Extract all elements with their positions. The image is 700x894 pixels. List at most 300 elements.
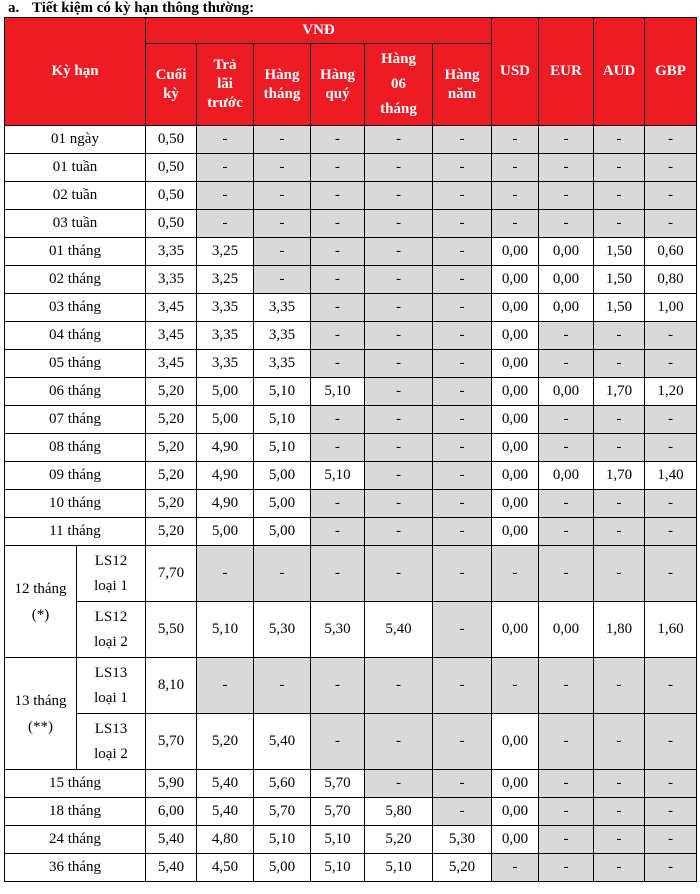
rate-cell: 0,00	[539, 462, 594, 490]
table-row	[5, 490, 697, 518]
table-row	[5, 798, 697, 826]
header-prepaid	[197, 44, 254, 126]
rate-cell: 5,20	[146, 434, 197, 462]
rate-cell: 5,20	[146, 406, 197, 434]
rate-cell: -	[365, 210, 433, 238]
rate-cell: 0,00	[539, 294, 594, 322]
rate-cell: -	[311, 182, 365, 210]
rate-cell: -	[365, 434, 433, 462]
table-row	[5, 854, 697, 882]
sub-term-cell	[77, 658, 146, 714]
rate-cell: -	[433, 798, 492, 826]
table-row	[5, 770, 697, 798]
rate-cell: 1,70	[594, 378, 645, 406]
header-monthly	[254, 44, 311, 126]
rate-cell: 4,90	[197, 434, 254, 462]
term-label: 07 tháng	[5, 406, 146, 434]
rate-cell: 0,50	[146, 182, 197, 210]
rate-cell: -	[492, 210, 539, 238]
rate-cell: 3,35	[146, 238, 197, 266]
table-row	[5, 658, 697, 714]
header-end-of-term-label: Cuối kỳ	[155, 66, 187, 102]
term-label: 05 tháng	[5, 350, 146, 378]
group-term-note: (**)	[28, 718, 53, 735]
rate-cell: -	[645, 546, 697, 602]
rate-cell: -	[594, 714, 645, 770]
rate-cell: -	[365, 126, 433, 154]
rate-cell: 0,50	[146, 126, 197, 154]
table-row	[5, 826, 697, 854]
term-label: 01 ngày	[5, 126, 146, 154]
rate-cell: 0,00	[492, 406, 539, 434]
term-label: 01 tuần	[5, 154, 146, 182]
rate-cell: 5,10	[254, 434, 311, 462]
table-row	[5, 238, 697, 266]
rate-cell: 5,00	[197, 518, 254, 546]
group-term-label: 13 tháng	[14, 692, 67, 709]
rate-cell: 1,50	[594, 294, 645, 322]
rate-cell: -	[433, 294, 492, 322]
rate-cell: -	[365, 658, 433, 714]
rate-cell: -	[365, 770, 433, 798]
rate-cell: 0,80	[645, 266, 697, 294]
rate-cell: 8,10	[146, 658, 197, 714]
rate-cell: -	[539, 210, 594, 238]
rate-cell: -	[645, 350, 697, 378]
rate-cell: 0,50	[146, 210, 197, 238]
rate-cell: -	[492, 126, 539, 154]
rate-cell: -	[539, 546, 594, 602]
rate-cell: 0,00	[492, 294, 539, 322]
rate-cell: 4,90	[197, 462, 254, 490]
rate-cell: 3,35	[146, 266, 197, 294]
rate-cell: 5,70	[254, 798, 311, 826]
table-row	[5, 434, 697, 462]
rate-cell: 0,00	[492, 770, 539, 798]
rate-cell: 5,40	[365, 602, 433, 658]
rate-cell: -	[594, 826, 645, 854]
rate-cell: 0,00	[539, 266, 594, 294]
sub-term-cell	[77, 714, 146, 770]
rate-cell: 3,35	[197, 294, 254, 322]
rate-cell: -	[594, 490, 645, 518]
rate-cell: 5,70	[311, 798, 365, 826]
rate-cell: 3,45	[146, 294, 197, 322]
rate-cell: -	[365, 154, 433, 182]
rate-cell: 3,45	[146, 350, 197, 378]
rate-cell: -	[254, 154, 311, 182]
rate-cell: 5,50	[146, 602, 197, 658]
rate-cell: 1,70	[594, 462, 645, 490]
sub-term-code: LS13	[94, 664, 128, 681]
term-label: 04 tháng	[5, 322, 146, 350]
section-title: Tiết kiệm có kỳ hạn thông thường:	[32, 0, 255, 16]
rate-cell: -	[433, 154, 492, 182]
rate-cell: -	[311, 210, 365, 238]
rate-cell: 0,00	[492, 462, 539, 490]
rate-cell: 5,00	[197, 406, 254, 434]
rate-cell: 5,20	[365, 826, 433, 854]
header-gbp: GBP	[645, 18, 697, 126]
rate-cell: 1,20	[645, 378, 697, 406]
rate-cell: 4,50	[197, 854, 254, 882]
rate-cell: -	[539, 322, 594, 350]
rate-cell: -	[254, 210, 311, 238]
rate-cell: 5,10	[311, 462, 365, 490]
rate-cell: -	[645, 826, 697, 854]
term-label: 03 tuần	[5, 210, 146, 238]
rate-cell: -	[254, 182, 311, 210]
rate-cell: -	[433, 378, 492, 406]
header-prepaid-label: Trả lãi trước	[207, 57, 243, 111]
rate-cell: -	[197, 154, 254, 182]
header-semiannual	[365, 44, 433, 126]
rate-cell: 3,35	[254, 322, 311, 350]
rate-cell: 0,00	[539, 378, 594, 406]
rate-cell: 5,00	[254, 854, 311, 882]
rate-cell: -	[492, 658, 539, 714]
term-label: 09 tháng	[5, 462, 146, 490]
rate-cell: 0,00	[492, 322, 539, 350]
rate-cell: 0,00	[492, 518, 539, 546]
header-vnd-group: VNĐ	[146, 18, 492, 44]
section-heading	[8, 0, 254, 17]
rate-cell: 3,35	[197, 322, 254, 350]
rate-cell: -	[254, 266, 311, 294]
rate-cell: -	[594, 126, 645, 154]
rate-cell: -	[254, 658, 311, 714]
rate-cell: 3,45	[146, 322, 197, 350]
rate-cell: 5,10	[254, 406, 311, 434]
rate-cell: 5,30	[311, 602, 365, 658]
rate-cell: -	[645, 406, 697, 434]
rate-cell: 5,10	[254, 378, 311, 406]
rate-cell: -	[645, 154, 697, 182]
rate-cell: -	[433, 266, 492, 294]
rate-cell: -	[645, 434, 697, 462]
rate-cell: -	[433, 602, 492, 658]
rate-cell: -	[365, 182, 433, 210]
section-marker: a.	[8, 0, 20, 16]
term-label: 11 tháng	[5, 518, 146, 546]
rate-cell: -	[594, 798, 645, 826]
rate-cell: 5,00	[254, 462, 311, 490]
table-row	[5, 350, 697, 378]
header-aud: AUD	[594, 18, 645, 126]
rate-cell: -	[645, 490, 697, 518]
table-body	[5, 126, 697, 882]
rate-cell: -	[365, 546, 433, 602]
rate-cell: 5,10	[311, 826, 365, 854]
rate-cell: -	[197, 126, 254, 154]
rate-cell: 0,00	[492, 266, 539, 294]
rate-cell: 5,20	[146, 462, 197, 490]
header-term: Kỳ hạn	[5, 18, 146, 126]
rate-cell: 0,00	[539, 602, 594, 658]
table-row	[5, 602, 697, 658]
rate-cell: -	[539, 658, 594, 714]
rate-cell: 5,40	[254, 714, 311, 770]
rate-cell: -	[645, 770, 697, 798]
rate-cell: -	[594, 770, 645, 798]
rate-cell: -	[365, 294, 433, 322]
header-semiannual-label: Hàng 06 tháng	[380, 51, 417, 117]
rate-cell: 3,35	[254, 294, 311, 322]
header-usd: USD	[492, 18, 539, 126]
rate-cell: 5,20	[146, 518, 197, 546]
rate-cell: -	[594, 154, 645, 182]
rate-cell: -	[645, 182, 697, 210]
rate-cell: 5,70	[311, 770, 365, 798]
rate-cell: -	[539, 182, 594, 210]
rate-cell: 1,00	[645, 294, 697, 322]
sub-term-code: LS13	[94, 720, 128, 737]
rate-cell: -	[311, 154, 365, 182]
rate-cell: -	[594, 434, 645, 462]
rate-cell: -	[492, 546, 539, 602]
rate-cell: -	[645, 322, 697, 350]
rate-cell: -	[492, 182, 539, 210]
rate-cell: 1,50	[594, 266, 645, 294]
rate-cell: 0,00	[492, 798, 539, 826]
rate-cell: -	[539, 406, 594, 434]
rate-cell: -	[197, 546, 254, 602]
rate-cell: 1,40	[645, 462, 697, 490]
rate-cell: -	[492, 854, 539, 882]
rate-cell: 0,00	[492, 602, 539, 658]
rate-cell: 0,00	[492, 378, 539, 406]
rate-cell: -	[433, 322, 492, 350]
rate-cell: -	[433, 126, 492, 154]
rate-cell: -	[539, 350, 594, 378]
header-annual-label: Hàng năm	[444, 66, 480, 102]
rate-cell: 5,00	[197, 378, 254, 406]
term-label: 03 tháng	[5, 294, 146, 322]
rate-cell: -	[197, 658, 254, 714]
rate-cell: 0,00	[492, 350, 539, 378]
rate-cell: -	[645, 126, 697, 154]
rate-cell: 5,40	[197, 770, 254, 798]
table-row	[5, 322, 697, 350]
rate-cell: -	[365, 518, 433, 546]
sub-term-cell	[77, 546, 146, 602]
header-annual	[433, 44, 492, 126]
table-row	[5, 126, 697, 154]
rate-cell: -	[433, 518, 492, 546]
rate-cell: -	[365, 490, 433, 518]
rate-cell: 0,50	[146, 154, 197, 182]
table-row	[5, 154, 697, 182]
rate-cell: -	[539, 714, 594, 770]
term-label: 02 tuần	[5, 182, 146, 210]
rate-cell: -	[433, 182, 492, 210]
rate-cell: 1,50	[594, 238, 645, 266]
table-row	[5, 518, 697, 546]
term-label: 24 tháng	[5, 826, 146, 854]
term-label: 01 tháng	[5, 238, 146, 266]
rate-cell: 5,20	[197, 714, 254, 770]
rate-cell: 5,10	[311, 854, 365, 882]
header-end-of-term	[146, 44, 197, 126]
rate-cell: 3,25	[197, 266, 254, 294]
rate-cell: -	[197, 210, 254, 238]
rate-cell: 0,00	[492, 238, 539, 266]
rate-cell: 5,40	[146, 826, 197, 854]
rate-cell: -	[594, 546, 645, 602]
rate-cell: 1,60	[645, 602, 697, 658]
rate-cell: -	[254, 126, 311, 154]
rate-cell: 5,30	[433, 826, 492, 854]
term-label: 08 tháng	[5, 434, 146, 462]
group-term-cell	[5, 658, 77, 770]
savings-rate-table	[4, 17, 697, 882]
rate-cell: -	[594, 406, 645, 434]
rate-cell: -	[311, 434, 365, 462]
rate-cell: -	[539, 434, 594, 462]
rate-cell: 3,25	[197, 238, 254, 266]
rate-cell: 5,80	[365, 798, 433, 826]
group-term-label: 12 tháng	[14, 580, 67, 597]
rate-cell: -	[254, 238, 311, 266]
rate-cell: -	[197, 182, 254, 210]
rate-cell: 5,00	[254, 490, 311, 518]
table-header	[5, 18, 697, 126]
rate-cell: -	[311, 546, 365, 602]
rate-cell: -	[594, 182, 645, 210]
rate-cell: -	[492, 154, 539, 182]
rate-cell: 3,35	[197, 350, 254, 378]
rate-cell: 0,00	[492, 434, 539, 462]
rate-cell: 5,90	[146, 770, 197, 798]
rate-cell: 5,40	[197, 798, 254, 826]
rate-cell: -	[645, 798, 697, 826]
rate-cell: 5,20	[146, 490, 197, 518]
sub-term-type: loại 2	[94, 745, 128, 762]
rate-cell: -	[365, 714, 433, 770]
rate-cell: 5,60	[254, 770, 311, 798]
rate-cell: -	[433, 462, 492, 490]
rate-cell: -	[365, 266, 433, 294]
header-quarterly-label: Hàng quý	[319, 66, 355, 102]
rate-cell: -	[594, 322, 645, 350]
rate-cell: -	[594, 210, 645, 238]
rate-cell: 0,00	[492, 490, 539, 518]
rate-cell: -	[539, 854, 594, 882]
rate-cell: -	[311, 238, 365, 266]
table-row	[5, 714, 697, 770]
rate-cell: -	[539, 798, 594, 826]
rate-cell: -	[433, 658, 492, 714]
rate-cell: -	[365, 406, 433, 434]
sub-term-type: loại 1	[94, 689, 128, 706]
table-row	[5, 294, 697, 322]
rate-cell: -	[365, 462, 433, 490]
rate-cell: -	[365, 350, 433, 378]
sub-term-code: LS12	[94, 608, 128, 625]
sub-term-code: LS12	[94, 552, 128, 569]
rate-cell: -	[645, 210, 697, 238]
rate-cell: -	[645, 714, 697, 770]
header-monthly-label: Hàng tháng	[263, 66, 301, 102]
rate-cell: 1,80	[594, 602, 645, 658]
rate-cell: 5,20	[433, 854, 492, 882]
rate-cell: -	[645, 854, 697, 882]
rate-cell: 5,20	[146, 378, 197, 406]
term-label: 36 tháng	[5, 854, 146, 882]
rate-cell: -	[365, 322, 433, 350]
rate-cell: 5,10	[311, 378, 365, 406]
rate-cell: -	[539, 490, 594, 518]
rate-cell: 0,60	[645, 238, 697, 266]
rate-cell: 5,40	[146, 854, 197, 882]
rate-cell: -	[433, 350, 492, 378]
rate-cell: -	[433, 546, 492, 602]
rate-cell: -	[365, 378, 433, 406]
rate-cell: -	[539, 826, 594, 854]
rate-cell: -	[433, 770, 492, 798]
table-row	[5, 182, 697, 210]
rate-cell: -	[433, 406, 492, 434]
rate-cell: -	[254, 546, 311, 602]
rate-cell: -	[311, 518, 365, 546]
sub-term-type: loại 1	[94, 577, 128, 594]
rate-cell: -	[433, 434, 492, 462]
sub-term-type: loại 2	[94, 633, 128, 650]
rate-cell: 0,00	[492, 826, 539, 854]
rate-cell: -	[311, 350, 365, 378]
table-row	[5, 462, 697, 490]
header-eur: EUR	[539, 18, 594, 126]
rate-cell: -	[311, 406, 365, 434]
group-term-note: (*)	[31, 606, 50, 623]
table-row	[5, 266, 697, 294]
rate-cell: 5,10	[254, 826, 311, 854]
rate-cell: -	[311, 322, 365, 350]
rate-cell: 7,70	[146, 546, 197, 602]
rate-cell: -	[594, 854, 645, 882]
rate-cell: -	[433, 490, 492, 518]
rate-cell: -	[645, 658, 697, 714]
group-term-cell	[5, 546, 77, 658]
rate-cell: -	[311, 490, 365, 518]
rate-cell: -	[365, 238, 433, 266]
rate-cell: 5,30	[254, 602, 311, 658]
rate-cell: -	[433, 714, 492, 770]
rate-cell: -	[311, 658, 365, 714]
rate-cell: -	[539, 126, 594, 154]
rate-cell: -	[594, 658, 645, 714]
term-label: 06 tháng	[5, 378, 146, 406]
rate-cell: -	[539, 154, 594, 182]
rate-cell: -	[539, 518, 594, 546]
rate-cell: -	[311, 266, 365, 294]
rate-cell: 5,00	[254, 518, 311, 546]
rate-cell: 0,00	[539, 238, 594, 266]
term-label: 10 tháng	[5, 490, 146, 518]
table-row	[5, 378, 697, 406]
rate-cell: 0,00	[492, 714, 539, 770]
rate-cell: 5,10	[365, 854, 433, 882]
rate-cell: -	[433, 238, 492, 266]
rate-cell: 4,80	[197, 826, 254, 854]
rate-cell: 6,00	[146, 798, 197, 826]
rate-cell: 5,10	[197, 602, 254, 658]
term-label: 02 tháng	[5, 266, 146, 294]
rate-cell: -	[539, 770, 594, 798]
term-label: 18 tháng	[5, 798, 146, 826]
header-quarterly	[311, 44, 365, 126]
rate-cell: -	[645, 518, 697, 546]
